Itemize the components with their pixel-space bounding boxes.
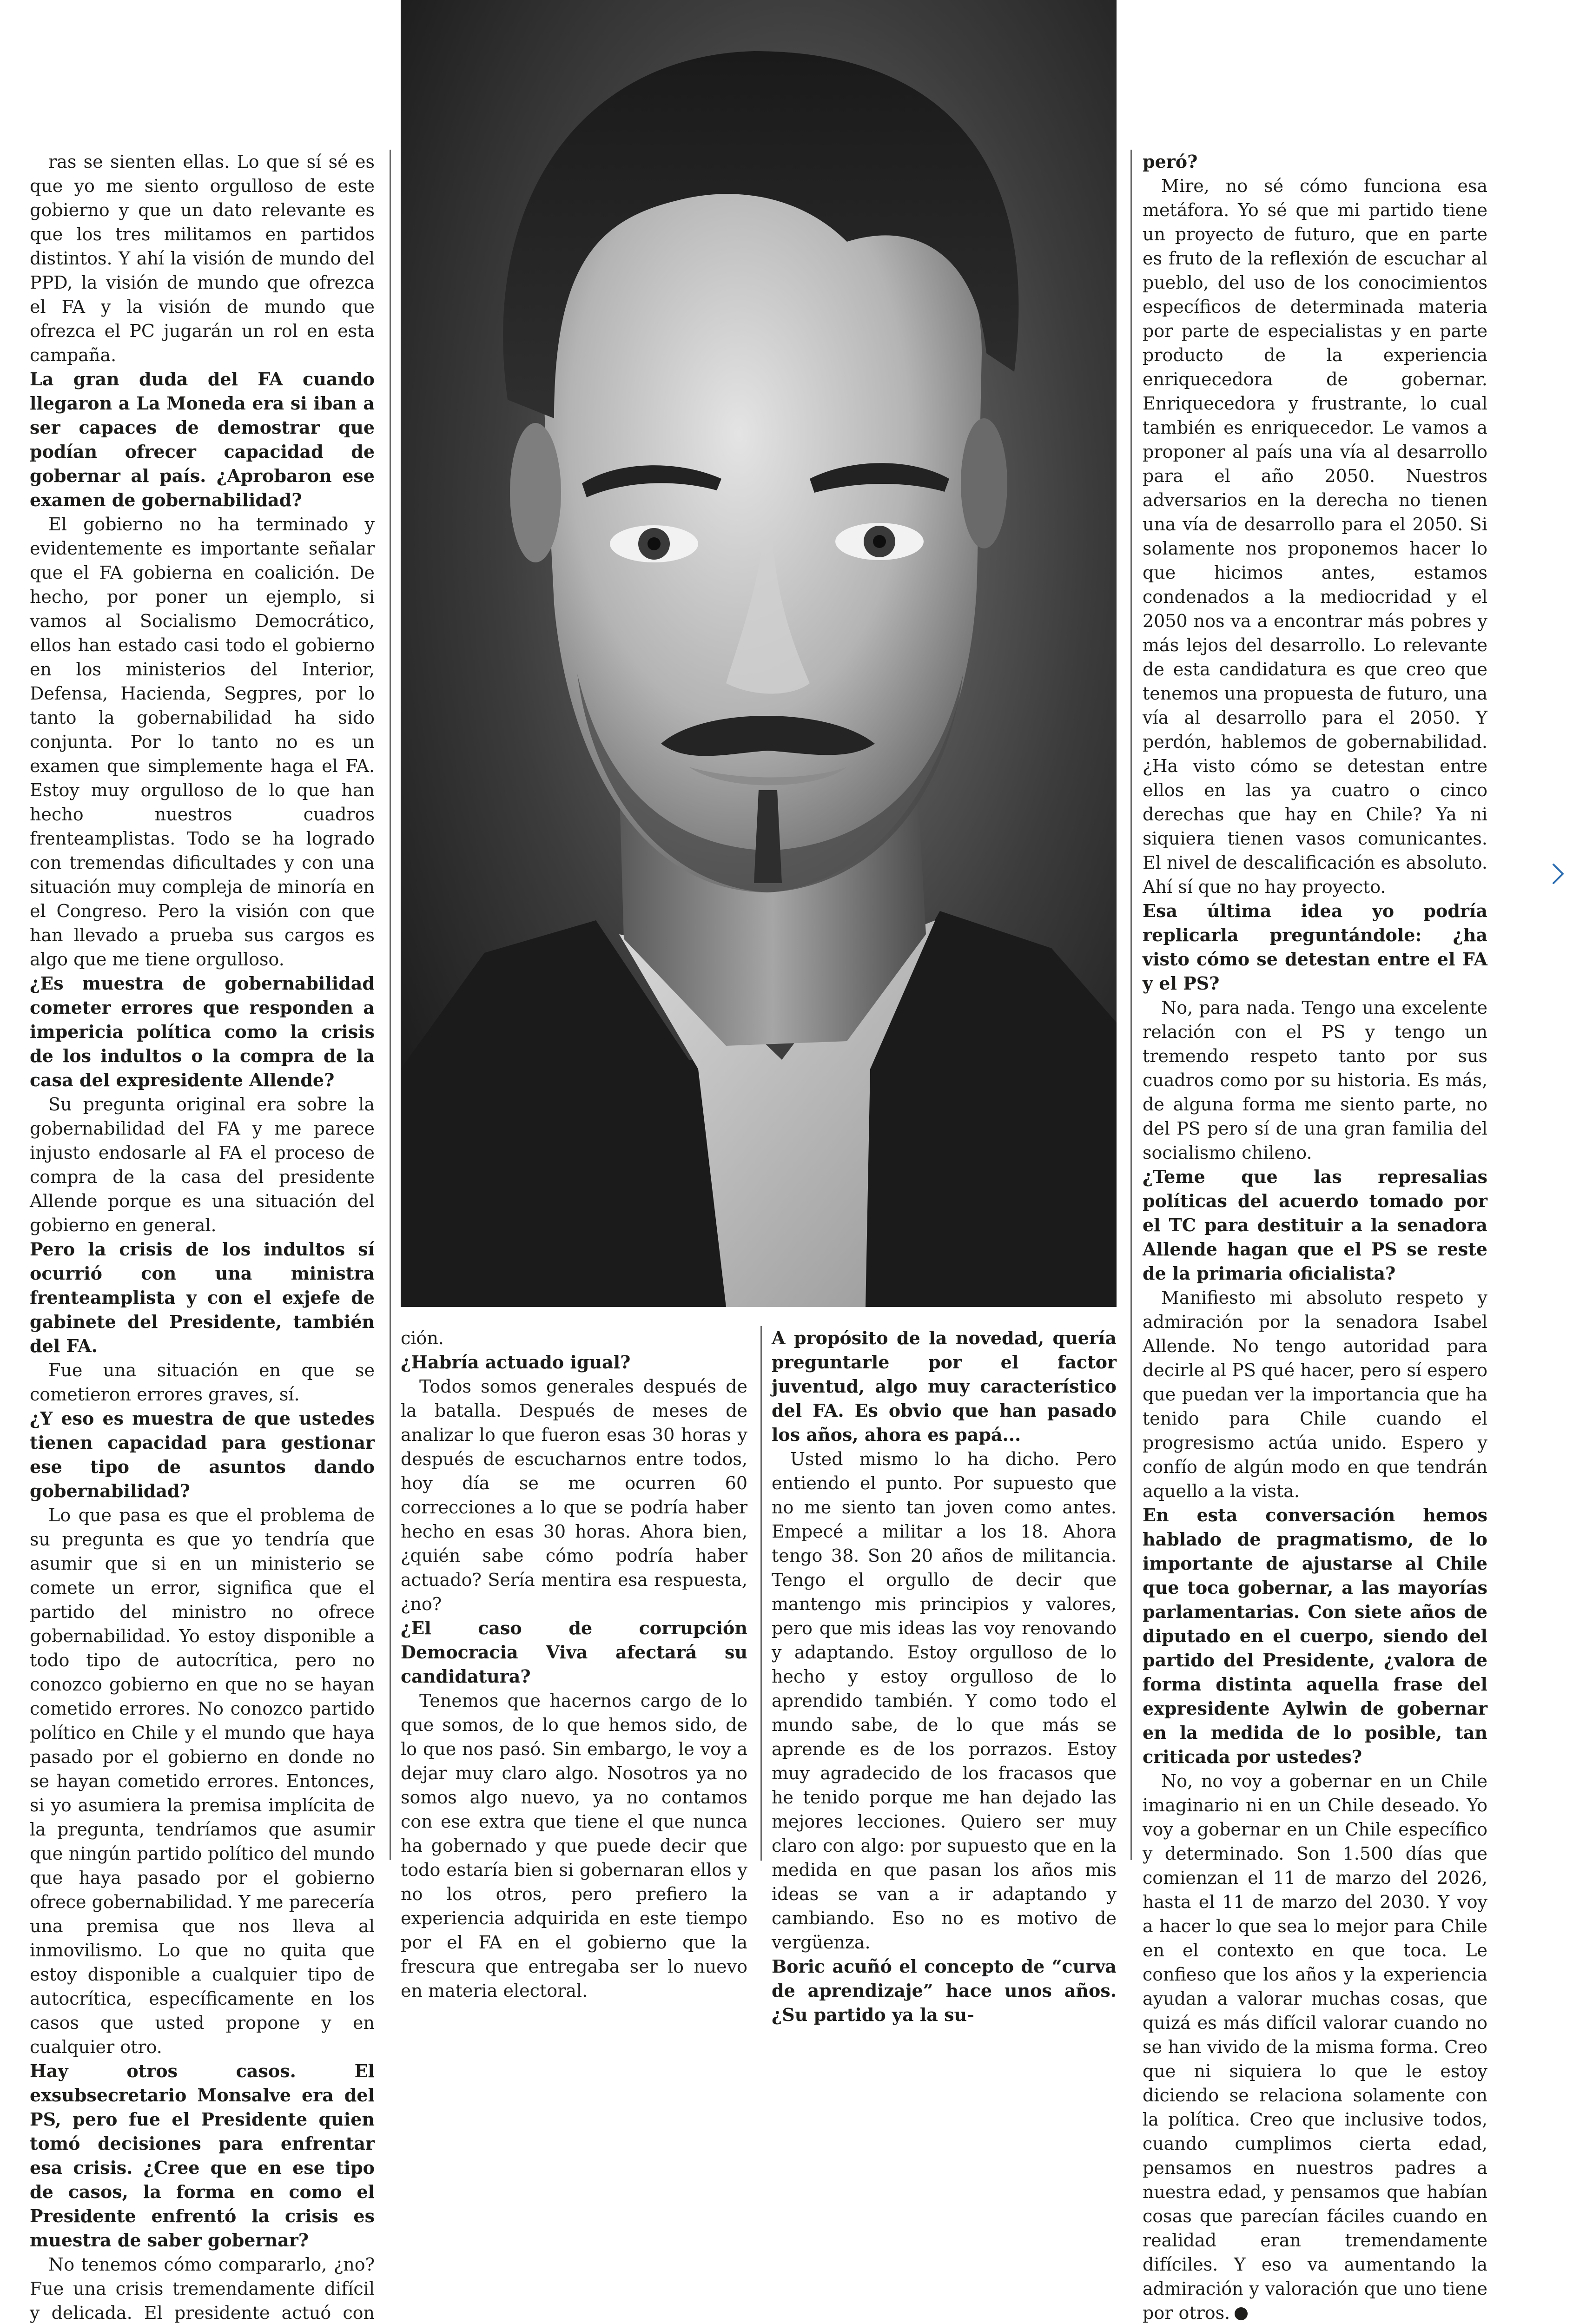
answer-paragraph: ras se sienten ellas. Lo que sí sé es que yo me siento orgulloso de este gobierno y que un dato relevante es que los tres militamos en partidos distintos. Y ahí la visión de mundo del PPD, la visión de mundo que ofrezca el FA y la visión de mundo que ofrezca el PC jugarán un rol en esta campaña. — [30, 152, 375, 365]
column-rule — [1130, 150, 1132, 1860]
answer-paragraph: ción. — [401, 1328, 444, 1348]
question-paragraph: ¿Y eso es muestra de que ustedes tienen capacidad para gestionar ese tipo de asuntos dando gobernabilidad? — [30, 1408, 375, 1501]
next-page-button[interactable] — [1546, 860, 1570, 888]
chevron-right-icon — [1549, 862, 1567, 886]
question-paragraph: Pero la crisis de los indultos sí ocurrió con una ministra frenteamplista y con el exjefe de gabinete del Presidente, también del FA. — [30, 1239, 375, 1356]
answer-paragraph: Mire, no sé cómo funciona esa metáfora. Yo sé que mi partido tiene un proyecto de futuro, que en parte es fruto de la reflexión de escuchar al pueblo, del uso de los conocimientos específicos de determinada materia por parte de especialistas y en parte producto de la experiencia enriquecedora de gobernar. Enriquecedora y frustrante, lo cual también es enriquecedor. Le vamos a proponer al país una vía al desarrollo para el año 2050. Nuestros adversarios en la derecha no tienen una vía de desarrollo para el 2050. Si solamente nos proponemos hacer lo que hicimos antes, estamos condenados a la mediocridad y el 2050 nos va a encontrar más pobres y más lejos del desarrollo. Lo relevante de esta candidatura es que creo que tenemos una propuesta de futuro, una vía al desarrollo para el 2050. Y perdón, hablemos de gobernabilidad. ¿Ha visto cómo se detestan entre ellos en las ya cuatro o cinco derechas que hay en Chile? Ya ni siquiera tienen vasos comunicantes. El nivel de descalificación es absoluto. Ahí sí que no hay proyecto. — [1143, 176, 1488, 897]
article-column-middle-b — [772, 1326, 1117, 2025]
end-mark-icon — [1235, 2307, 1248, 2320]
answer-paragraph: El gobierno no ha terminado y evidentemente es importante señalar que el FA gobierna en coalición. De hecho, por poner un ejemplo, si vamos al Socialismo Democrático, ellos han estado casi todo el gobierno en los ministerios del Interior, Defensa, Hacienda, Segpres, por lo tanto la gobernabilidad ha sido conjunta. Por lo tanto no es un examen que simplemente haga el FA. Estoy muy orgulloso de lo que han hecho nuestros cuadros frenteamplistas. Todo se ha logrado con tremendas dificultades y con una situación muy compleja de minoría en el Congreso. Pero la visión con que han llevado a prueba sus cargos es algo que me tiene orgulloso. — [30, 514, 375, 970]
column-rule — [760, 1326, 762, 1861]
question-paragraph: peró? — [1143, 151, 1198, 172]
question-paragraph: A propósito de la novedad, quería preguntarle por el factor juventud, algo muy característico del FA. Es obvio que han pasado los años, ahora es papá... — [772, 1327, 1117, 1445]
answer-paragraph: Tenemos que hacernos cargo de lo que somos, de lo que hemos sido, de lo que nos pasó. Sin embargo, le voy a dejar muy claro algo. Nosotros ya no somos algo nuevo, ya no contamos con ese extra que tiene el que nunca ha gobernado y que puede decir que todo estaría bien si gobernaran ellos y no los otros, pero prefiero la experiencia adquirida en este tiempo por el FA en el gobierno que la frescura que entregaba ser lo nuevo en materia electoral. — [401, 1690, 747, 2001]
answer-paragraph: Su pregunta original era sobre la gobernabilidad del FA y me parece injusto endosarle al FA el proceso de compra de la casa del presidente Allende porque es una situación del gobierno en general. — [30, 1094, 375, 1235]
answer-paragraph: Manifiesto mi absoluto respeto y admiración por la senadora Isabel Allende. No tengo autoridad para decirle al PS qué hacer, pero sí espero que puedan ver la importancia que ha tenido para Chile cuando el progresismo actúa unido. Espero y confío de algún modo en que tendrán aquello a la vista. — [1143, 1287, 1487, 1501]
answer-paragraph: Usted mismo lo ha dicho. Pero entiendo el punto. Por supuesto que no me siento tan joven como antes. Empecé a militar a los 18. Ahora tengo 38. Son 20 años de militancia. Tengo el orgullo de decir que mantengo mis principios y valores, pero que mis ideas las voy renovando y adaptando. Estoy orgulloso de lo hecho y estoy orgulloso de lo aprendido también. Y como todo el mundo sabe, de lo que más se aprende es de los porrazos. Estoy muy agradecido de los fracasos que he tenido porque me han dejado las mejores lecciones. Quiero ser muy claro con algo: por supuesto que en la medida en que pasan los años mis ideas se van a ir adaptando y cambiando. Eso no es motivo de vergüenza. — [772, 1449, 1117, 1953]
article-column-middle-a — [401, 1326, 747, 2001]
portrait-photo — [401, 0, 1117, 1307]
question-paragraph: ¿Teme que las represalias políticas del acuerdo tomado por el TC para destituir a la senadora Allende hagan que el PS se reste de la primaria oficialista? — [1143, 1166, 1487, 1284]
question-paragraph: ¿El caso de corrupción Democracia Viva afectará su candidatura? — [401, 1618, 747, 1687]
article-column-right — [1143, 150, 1488, 2323]
answer-paragraph: No tenemos cómo compararlo, ¿no? Fue una crisis tremendamente difícil y delicada. El presidente actuó con — [30, 2254, 375, 2323]
article-column-left — [30, 150, 375, 2323]
question-paragraph: La gran duda del FA cuando llegaron a La Moneda era si iban a ser capaces de demostrar que podían ofrecer capacidad de gobernar al país. ¿Aprobaron ese examen de gobernabilidad? — [30, 369, 375, 510]
question-paragraph: Esa última idea yo podría replicarla preguntándole: ¿ha visto cómo se detestan entre el FA y el PS? — [1143, 900, 1487, 994]
question-paragraph: En esta conversación hemos hablado de pragmatismo, de lo importante de ajustarse al Chile que toca gobernar, a las mayorías parlamentarias. Con siete años de diputado en el cuerpo, siendo del partido del Presidente, ¿valora de forma distinta aquella frase del expresidente Aylwin de gobernar en la medida de lo posible, tan criticada por ustedes? — [1143, 1505, 1487, 1767]
question-paragraph: ¿Habría actuado igual? — [401, 1352, 631, 1373]
question-paragraph: Boric acuñó el concepto de “curva de aprendizaje” hace unos años. ¿Su partido ya la su- — [772, 1956, 1117, 2025]
answer-paragraph: Fue una situación en que se cometieron errores graves, sí. — [30, 1360, 375, 1405]
answer-paragraph: No, no voy a gobernar en un Chile imaginario ni en un Chile deseado. Yo voy a gobernar en un Chile específico y determinado. Son 1.500 días que comienzan el 11 de marzo del 2026, hasta el 11 de marzo del 2030. Y voy a hacer lo que sea lo mejor para Chile en el contexto en que toca. Le confieso que los años y la experiencia ayudan a valorar muchas cosas, que quizá es más difícil valorar cuando no se han vivido de la misma forma. Creo que ni siquiera lo que le estoy diciendo se relaciona solamente con la política. Creo que inclusive todos, cuando cumplimos cierta edad, pensamos en nuestros padres a nuestra edad, y pensamos que habían cosas que parecían fáciles cuando en realidad eran tremendamente difíciles. Y eso va aumentando la admiración y valoración que uno tiene por otros. — [1143, 1771, 1487, 2323]
question-paragraph: Hay otros casos. El exsubsecretario Monsalve era del PS, pero fue el Presidente quien tomó decisiones para enfrentar esa crisis. ¿Cree que en ese tipo de casos, la forma en como el Presidente enfrentó la crisis es muestra de saber gobernar? — [30, 2060, 375, 2251]
answer-paragraph: Todos somos generales después de la batalla. Después de meses de analizar lo que fueron esas 30 horas y después de escucharnos entre todos, hoy día se me ocurren 60 correcciones a lo que se podría haber hecho en esas 30 horas. Ahora bien, ¿quién sabe cómo podría haber actuado? Sería mentira esa respuesta, ¿no? — [401, 1376, 747, 1614]
column-rule — [390, 150, 391, 1860]
answer-paragraph: Lo que pasa es que el problema de su pregunta es que yo tendría que asumir que si en un ministerio se comete un error, significa que el partido del ministro no ofrece gobernabilidad. Yo estoy disponible a todo tipo de autocrítica, pero no conozco gobierno en que no se hayan cometido errores. No conozco partido político en Chile y el mundo que haya pasado por el gobierno en donde no se hayan cometido errores. Entonces, si yo asumiera la premisa implícita de la pregunta, tendríamos que asumir que ningún partido político del mundo que haya pasado por el gobierno ofrece gobernabilidad. Y me parecería una premisa que nos lleva al inmovilismo. Lo que no quita que estoy disponible a cualquier tipo de autocrítica, específicamente en los casos que usted propone y en cualquier otro. — [30, 1505, 375, 2057]
question-paragraph: ¿Es muestra de gobernabilidad cometer errores que responden a impericia política como la crisis de los indultos o la compra de la casa del expresidente Allende? — [30, 973, 375, 1090]
answer-paragraph: No, para nada. Tengo una excelente relación con el PS y tengo un tremendo respeto tanto por sus cuadros como por su historia. Es más, de alguna forma me siento parte, no del PS pero sí de una gran familia del socialismo chileno. — [1143, 997, 1487, 1163]
